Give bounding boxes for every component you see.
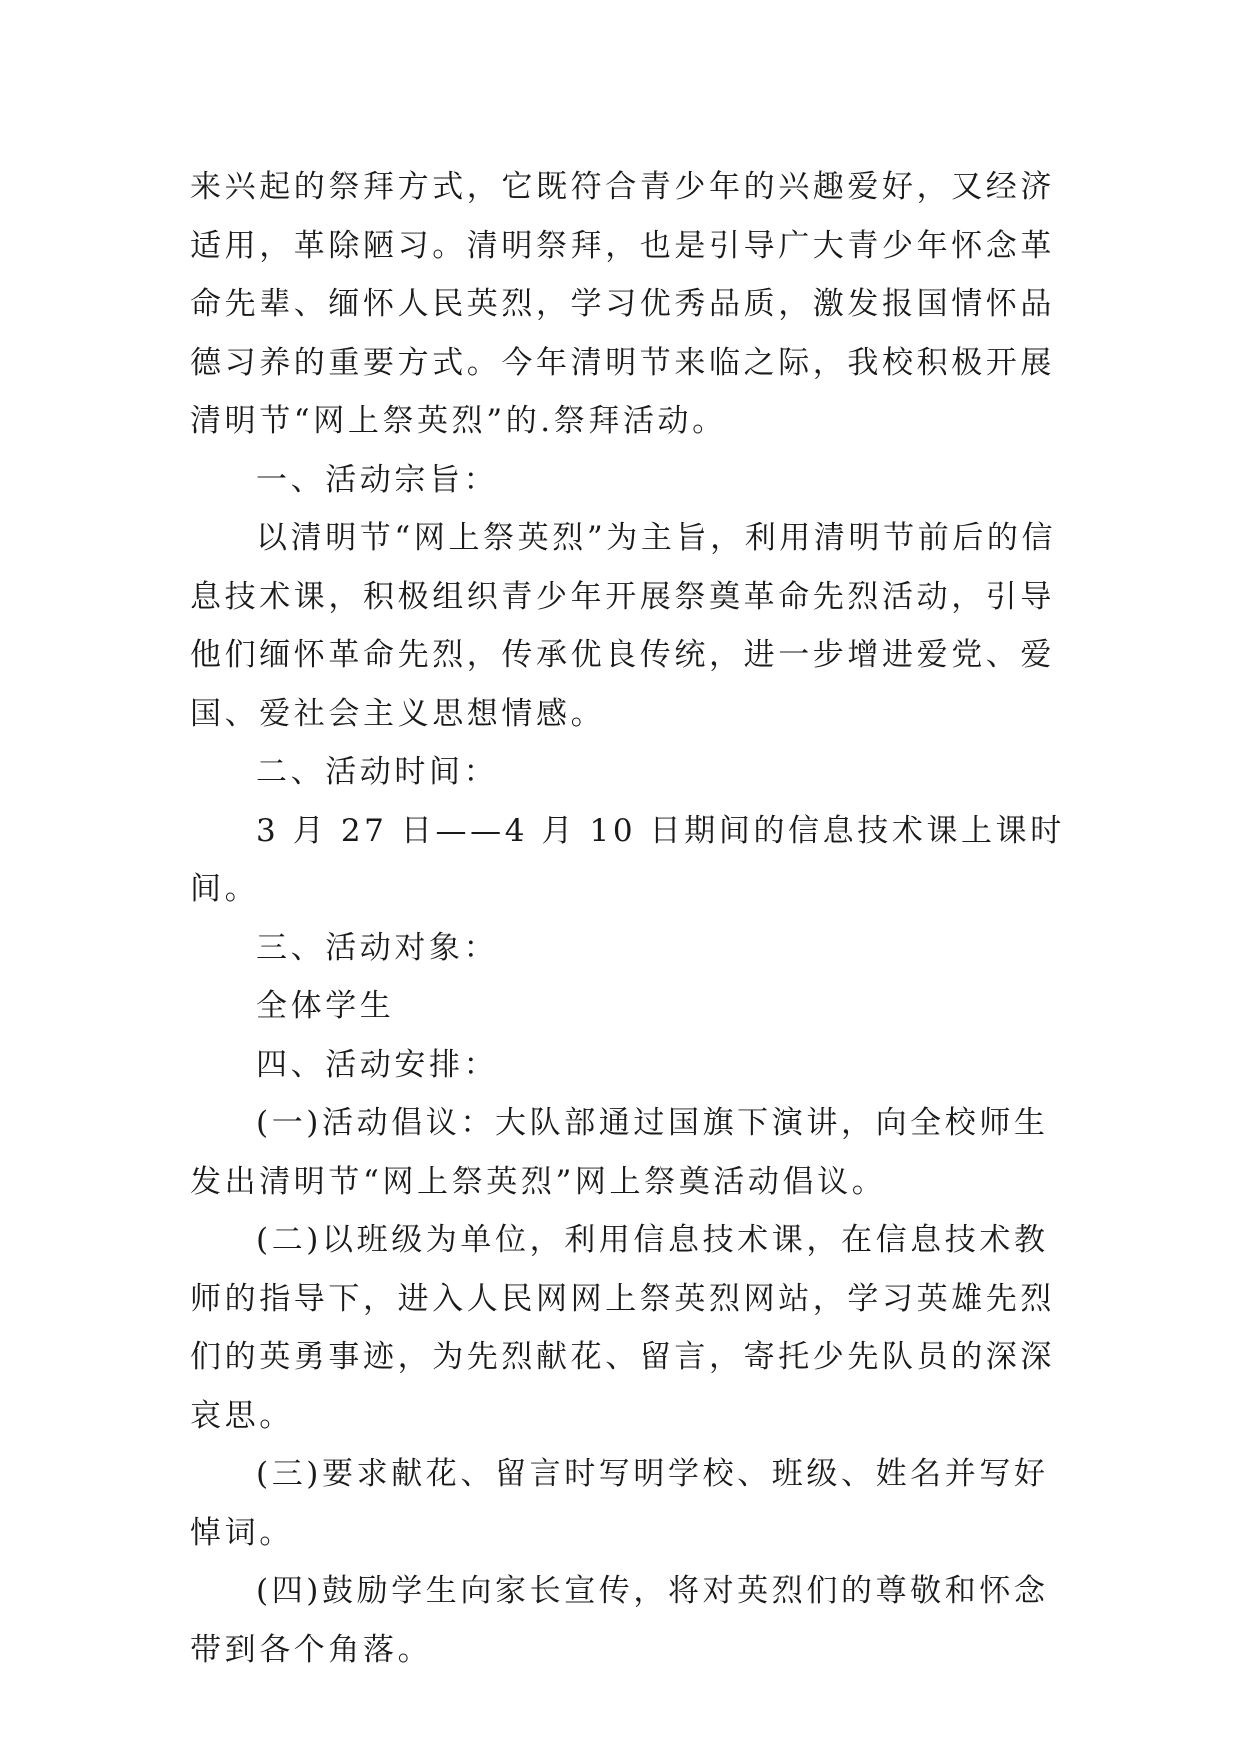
paragraph-arrangement-3: (三)要求献花、留言时写明学校、班级、姓名并写好悼词。	[190, 1456, 1049, 1551]
paragraph-arrangement-2: (二)以班级为单位，利用信息技术课，在信息技术教师的指导下，进入人民网网上祭英烈网站，学习英雄先烈们的英勇事迹，为先烈献花、留言，寄托少先队员的深深哀思。	[190, 1222, 1055, 1434]
heading-purpose: 一、活动宗旨：	[256, 461, 499, 498]
heading-time: 二、活动时间：	[256, 754, 499, 790]
document-body	[190, 158, 1070, 1679]
paragraph-arrangement-4: (四)鼓励学生向家长宣传，将对英烈们的尊敬和怀念带到各个角落。	[190, 1573, 1049, 1668]
paragraph-audience: 全体学生	[256, 988, 395, 1024]
paragraph-purpose: 以清明节“网上祭英烈”为主旨，利用清明节前后的信息技术课，积极组织青少年开展祭奠革命先烈活动，引导他们缅怀革命先烈，传承优良传统，进一步增进爱党、爱国、爱社会主义思想情感。	[190, 520, 1057, 732]
paragraph-time: 3 月 27 日——4 月 10 日期间的信息技术课上课时间。	[190, 812, 1065, 907]
paragraph-intro: 来兴起的祭拜方式，它既符合青少年的兴趣爱好，又经济适用，革除陋习。清明祭拜，也是引导广大青少年怀念革命先辈、缅怀人民英烈，学习优秀品质，激发报国情怀品德习养的重要方式。今年清明节来临之际，我校积极开展清明节“网上祭英烈”的.祭拜活动。	[190, 169, 1055, 439]
heading-audience: 三、活动对象：	[256, 929, 499, 966]
paragraph-arrangement-1: (一)活动倡议：大队部通过国旗下演讲，向全校师生发出清明节“网上祭英烈”网上祭奠活动倡议。	[190, 1105, 1049, 1200]
heading-arrangement: 四、活动安排：	[256, 1046, 499, 1083]
